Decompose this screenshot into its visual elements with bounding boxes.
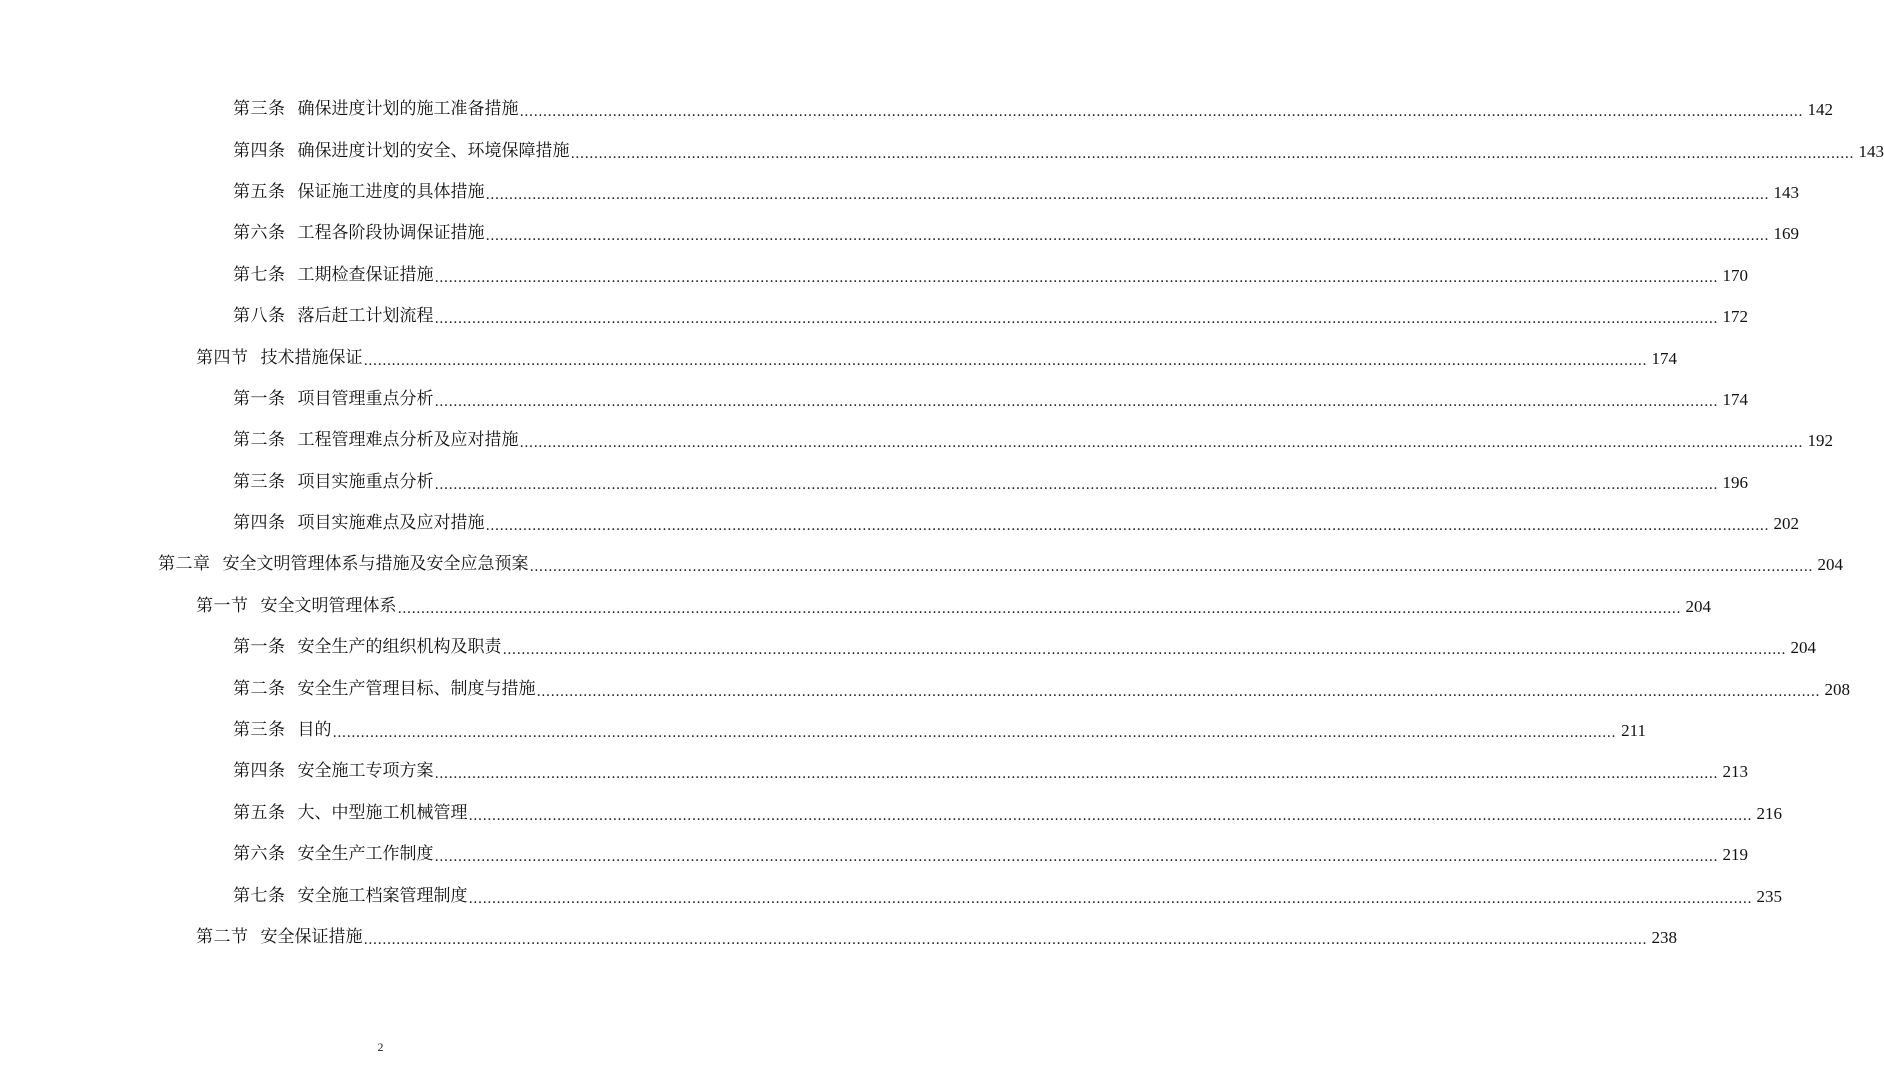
- toc-leader-dots: [530, 558, 1813, 575]
- toc-entry-page: 174: [1651, 348, 1677, 368]
- toc-entry-number: 第七条: [233, 885, 286, 906]
- toc-entry-title: 目的: [297, 720, 332, 741]
- toc-entry-page: 143: [1773, 182, 1799, 202]
- toc-entry-number: 第一条: [233, 637, 286, 658]
- toc-entry[interactable]: [0, 627, 1816, 668]
- toc-entry-title: 安全施工档案管理制度: [297, 885, 468, 906]
- toc-entry-title: 安全生产管理目标、制度与措施: [297, 678, 536, 699]
- toc-entry-number: 第五条: [233, 802, 286, 823]
- toc-entry-page: 202: [1773, 514, 1799, 534]
- toc-leader-dots: [486, 517, 1769, 534]
- toc-entry[interactable]: [0, 255, 1748, 296]
- toc-entry-number: 第二节: [196, 927, 249, 947]
- toc-entry[interactable]: [0, 130, 1884, 171]
- toc-leader-dots: [333, 724, 1616, 741]
- toc-entry[interactable]: [0, 89, 1833, 130]
- toc-entry[interactable]: [0, 420, 1833, 461]
- toc-leader-dots: [398, 600, 1681, 617]
- toc-entry-page: 174: [1722, 389, 1748, 409]
- toc-entry-title: 工程各阶段协调保证措施: [297, 223, 485, 244]
- toc-entry-page: 213: [1722, 762, 1748, 782]
- toc-chapter-entry[interactable]: [0, 544, 1843, 585]
- toc-entry-title: 确保进度计划的安全、环境保障措施: [297, 140, 570, 161]
- toc-leader-dots: [486, 186, 1769, 203]
- toc-entry-page: 208: [1824, 679, 1850, 699]
- toc-entry-title: 安全施工专项方案: [297, 761, 434, 782]
- toc-entry-title: 安全生产的组织机构及职责: [297, 637, 502, 658]
- toc-entry[interactable]: [0, 503, 1799, 544]
- toc-entry[interactable]: [0, 710, 1646, 751]
- toc-entry-title: 安全生产工作制度: [297, 844, 434, 865]
- toc-entry-number: 第七条: [233, 264, 286, 285]
- toc-entry-page: 143: [1858, 141, 1884, 161]
- toc-leader-dots: [435, 765, 1718, 782]
- toc-entry-number: 第三条: [233, 471, 286, 492]
- toc-entry-number: 第六条: [233, 223, 286, 244]
- toc-leader-dots: [364, 352, 1647, 369]
- toc-entry-page: 219: [1722, 845, 1748, 865]
- toc-entry-number: 第二条: [233, 678, 286, 699]
- toc-entry-number: 第四条: [233, 513, 286, 534]
- toc-entry-number: 第二条: [233, 430, 286, 451]
- toc-entry-title: 项目实施重点分析: [297, 471, 434, 492]
- toc-entry-number: 第一条: [233, 388, 286, 409]
- toc-leader-dots: [435, 393, 1718, 410]
- toc-leader-dots: [486, 227, 1769, 244]
- toc-entry[interactable]: [0, 213, 1799, 254]
- toc-entry-title: 安全文明管理体系: [260, 595, 397, 616]
- toc-entry-page: 170: [1722, 265, 1748, 285]
- toc-entry-title: 工期检查保证措施: [297, 264, 434, 285]
- toc-entry-number: 第四条: [233, 761, 286, 782]
- toc-entry-page: 172: [1722, 307, 1748, 327]
- toc-entry-title: 项目实施难点及应对措施: [297, 513, 485, 534]
- toc-entry[interactable]: [0, 751, 1748, 792]
- toc-entry-page: 238: [1651, 928, 1677, 947]
- toc-entry-page: 192: [1807, 431, 1833, 451]
- toc-entry-number: 第三条: [233, 99, 286, 120]
- toc-entry[interactable]: [0, 296, 1748, 337]
- toc-entry-title: 确保进度计划的施工准备措施: [297, 99, 519, 120]
- toc-entry-number: 第四节: [196, 347, 249, 368]
- toc-leader-dots: [520, 103, 1803, 120]
- toc-leader-dots: [503, 641, 1786, 658]
- toc-entry[interactable]: [0, 793, 1782, 834]
- toc-leader-dots: [571, 145, 1854, 162]
- toc-entry-title: 保证施工进度的具体措施: [297, 181, 485, 202]
- toc-leader-dots: [435, 269, 1718, 286]
- toc-entry-page: 196: [1722, 472, 1748, 492]
- toc-leader-dots: [537, 683, 1820, 700]
- toc-entry-title: 落后赶工计划流程: [297, 306, 434, 327]
- toc-entry-page: 216: [1756, 803, 1782, 823]
- toc-leader-dots: [435, 848, 1718, 865]
- table-of-contents: [0, 89, 1884, 958]
- toc-entry-page: 211: [1621, 721, 1646, 741]
- toc-entry-number: 第六条: [233, 844, 286, 865]
- toc-entry-title: 安全保证措施: [260, 927, 363, 947]
- toc-entry-number: 第一节: [196, 595, 249, 616]
- toc-entry[interactable]: [0, 379, 1748, 420]
- toc-section-entry[interactable]: [0, 337, 1677, 378]
- toc-leader-dots: [520, 434, 1803, 451]
- toc-entry[interactable]: [0, 668, 1850, 709]
- page-number: 2: [377, 1040, 384, 1054]
- toc-entry-number: 第八条: [233, 306, 286, 327]
- toc-entry-title: 项目管理重点分析: [297, 388, 434, 409]
- toc-entry-page: 204: [1790, 638, 1816, 658]
- toc-section-entry[interactable]: [0, 917, 1677, 958]
- toc-section-entry[interactable]: [0, 586, 1711, 627]
- toc-leader-dots: [469, 890, 1752, 907]
- toc-entry-number: 第三条: [233, 720, 286, 741]
- toc-entry-page: 204: [1685, 596, 1711, 616]
- toc-entry[interactable]: [0, 462, 1748, 503]
- toc-entry[interactable]: [0, 172, 1799, 213]
- toc-entry-page: 235: [1756, 886, 1782, 906]
- toc-entry-page: 204: [1817, 555, 1843, 575]
- toc-entry-page: 142: [1807, 100, 1833, 120]
- toc-leader-dots: [435, 476, 1718, 493]
- toc-entry-number: 第二章: [158, 554, 211, 575]
- toc-entry-number: 第四条: [233, 140, 286, 161]
- toc-entry-page: 169: [1773, 224, 1799, 244]
- toc-entry-title: 安全文明管理体系与措施及安全应急预案: [222, 554, 529, 575]
- toc-entry-title: 大、中型施工机械管理: [297, 802, 468, 823]
- toc-entry-title: 技术措施保证: [260, 347, 363, 368]
- toc-entry-number: 第五条: [233, 181, 286, 202]
- toc-leader-dots: [469, 807, 1752, 824]
- toc-leader-dots: [435, 310, 1718, 327]
- toc-entry[interactable]: [0, 875, 1782, 916]
- toc-leader-dots: [364, 931, 1647, 948]
- toc-entry-title: 工程管理难点分析及应对措施: [297, 430, 519, 451]
- toc-entry[interactable]: [0, 834, 1748, 875]
